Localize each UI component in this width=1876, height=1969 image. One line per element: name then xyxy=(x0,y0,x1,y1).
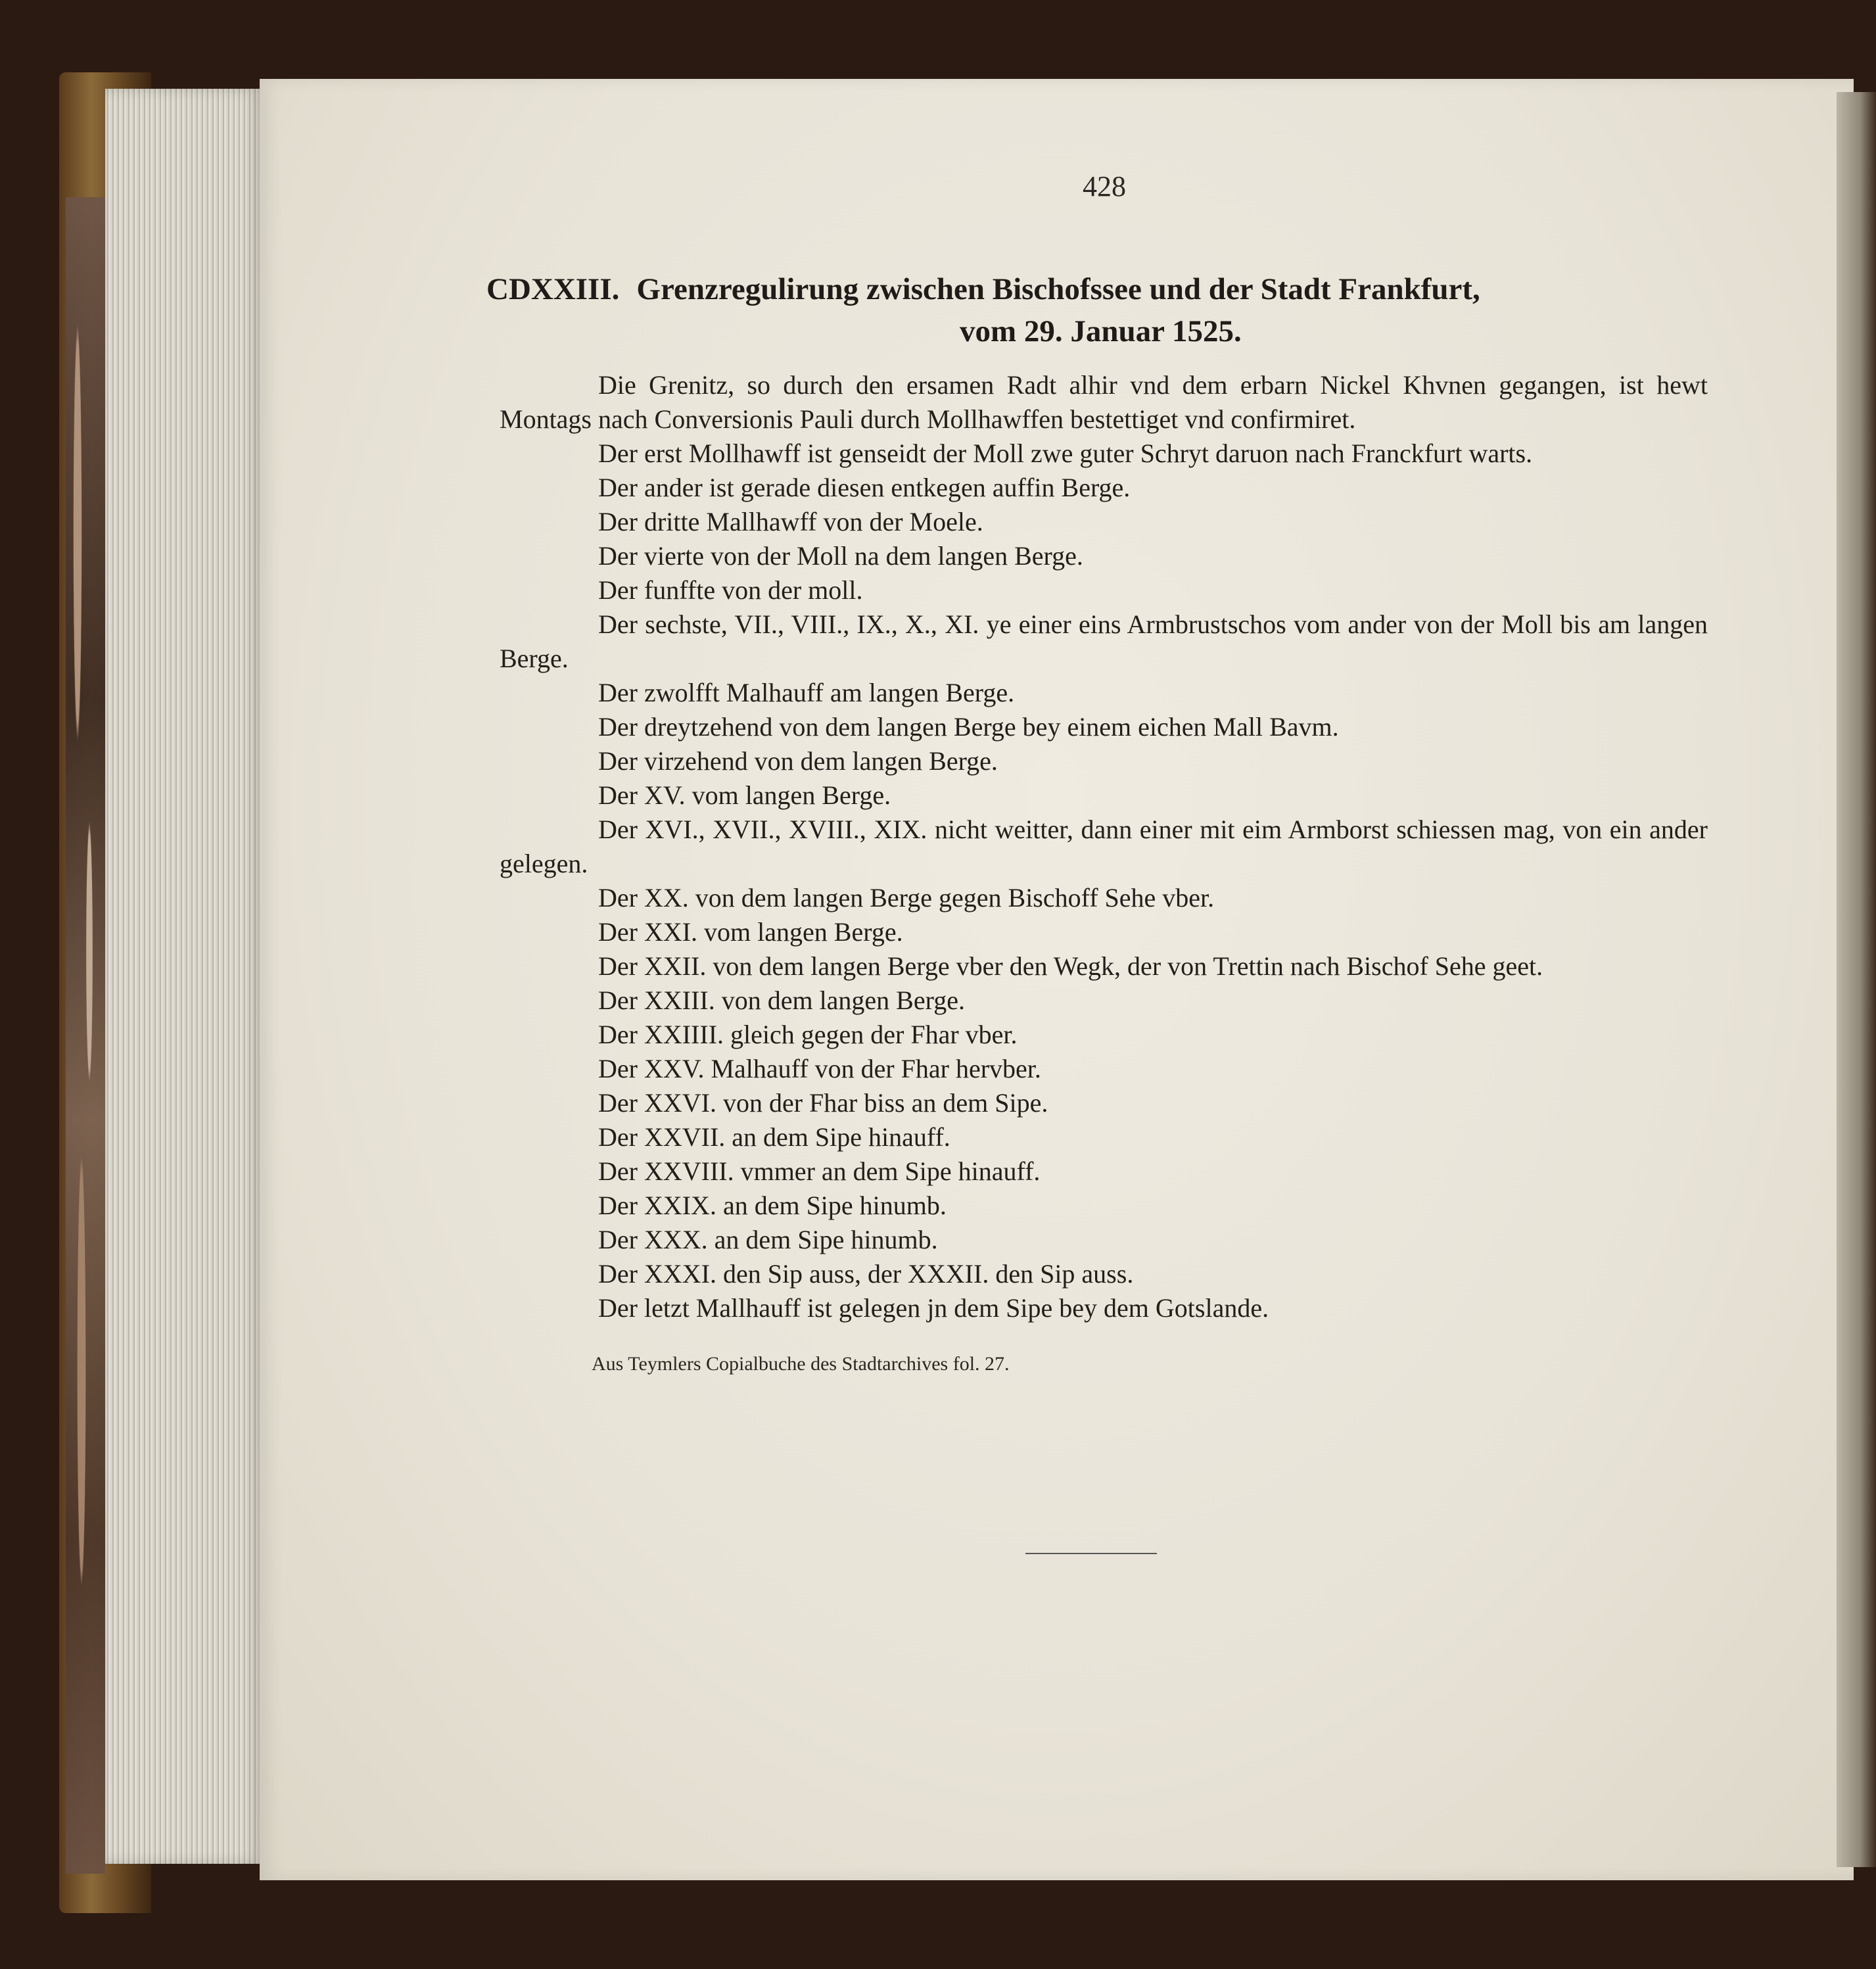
next-page-gutter xyxy=(1837,92,1876,1867)
page-number: 428 xyxy=(1083,170,1126,202)
heading-number: CDXXIII. xyxy=(486,272,620,306)
paragraph: Die Grenitz, so durch den ersamen Radt alhir vnd dem erbarn Nickel Khvnen gegangen, ist hewt Montags nach Conversionis Pauli durch Mollhawffen bestettiget vnd confirmiret. xyxy=(500,370,1708,434)
list-item: Der XXIX. an dem Sipe hinumb. xyxy=(598,1191,947,1220)
divider xyxy=(1025,1553,1157,1554)
list-item: Der ander ist gerade diesen entkegen auffin Berge. xyxy=(598,473,1131,502)
list-item: Der letzt Mallhauff ist gelegen jn dem Sipe bey dem Gotslande. xyxy=(598,1293,1269,1323)
list-item: Der vierte von der Moll na dem langen Berge. xyxy=(598,541,1083,571)
list-item: Der XXVIII. vmmer an dem Sipe hinauff. xyxy=(598,1156,1041,1186)
list-item: Der XXVI. von der Fhar biss an dem Sipe. xyxy=(598,1088,1048,1118)
paragraph: Der sechste, VII., VIII., IX., X., XI. ye einer eins Armbrustschos vom ander von der Moll bis am langen Berge. xyxy=(500,609,1708,673)
list-item: Der erst Mollhawff ist genseidt der Moll zwe guter Schryt daruon nach Franckfurt warts. xyxy=(598,439,1533,468)
page-edges xyxy=(105,89,263,1864)
list-item: Der XXII. von dem langen Berge vber den Wegk, der von Trettin nach Bischof Sehe geet. xyxy=(598,951,1543,981)
list-item: Der dritte Mallhawff von der Moele. xyxy=(598,507,983,536)
heading-title: Grenzregulirung zwischen Bischofssee und der Stadt Frankfurt, xyxy=(636,272,1480,306)
list-item: Der dreytzehend von dem langen Berge bey einem eichen Mall Bavm. xyxy=(598,712,1339,742)
list-item: Der funffte von der moll. xyxy=(598,575,863,605)
source-citation: Aus Teymlers Copialbuche des Stadtarchives fol. 27. xyxy=(592,1353,1010,1375)
list-item: Der XXX. an dem Sipe hinumb. xyxy=(598,1225,938,1254)
document-body xyxy=(500,368,1708,1325)
list-item: Der XXV. Malhauff von der Fhar hervber. xyxy=(598,1054,1041,1083)
document-heading xyxy=(486,268,1735,352)
list-item: Der XX. von dem langen Berge gegen Bischoff Sehe vber. xyxy=(598,883,1215,913)
paragraph: Der XVI., XVII., XVIII., XIX. nicht weitter, dann einer mit eim Armborst schiessen mag, von ein ander gelegen. xyxy=(500,815,1708,878)
list-item: Der XXIII. von dem langen Berge. xyxy=(598,985,965,1015)
heading-date: vom 29. Januar 1525. xyxy=(960,314,1242,348)
list-item: Der XXVII. an dem Sipe hinauff. xyxy=(598,1122,950,1152)
list-item: Der XV. vom langen Berge. xyxy=(598,780,891,810)
list-item: Der virzehend von dem langen Berge. xyxy=(598,746,998,776)
list-item: Der XXXI. den Sip auss, der XXXII. den Sip auss. xyxy=(598,1259,1134,1289)
marbled-edge xyxy=(66,197,105,1874)
list-item: Der XXI. vom langen Berge. xyxy=(598,917,903,947)
list-item: Der XXIIII. gleich gegen der Fhar vber. xyxy=(598,1020,1018,1049)
list-item: Der zwolfft Malhauff am langen Berge. xyxy=(598,678,1015,707)
